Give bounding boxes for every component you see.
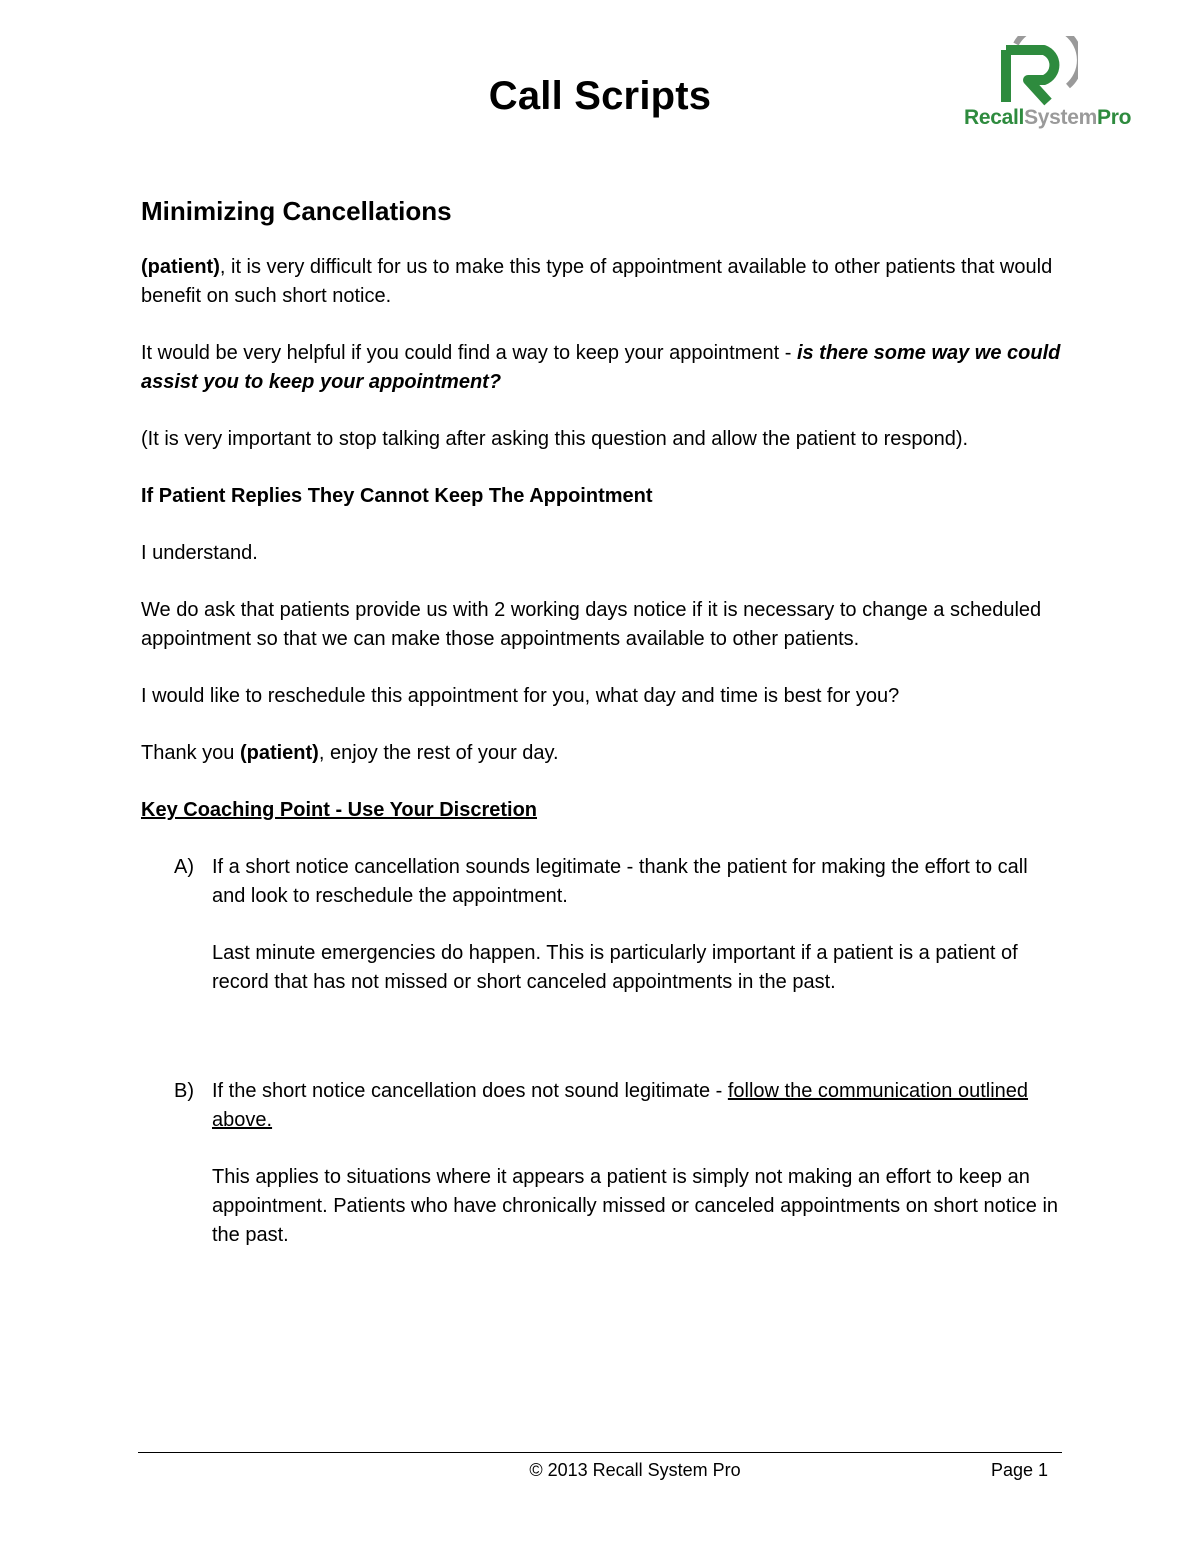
- section-heading: Minimizing Cancellations: [141, 196, 452, 226]
- list-item-b: [141, 1077, 1061, 1250]
- paragraph-2-text: It would be very helpful if you could find a way to keep your appointment -: [141, 342, 797, 364]
- paragraph-1: [141, 253, 1061, 311]
- paragraph-7-pre: Thank you: [141, 742, 240, 764]
- paragraph-2-question: is there some way we could assist you to keep your appointment?: [141, 342, 1061, 393]
- logo-recall: Recall: [964, 106, 1025, 129]
- list-marker-b: B): [174, 1080, 194, 1102]
- paragraph-6: I would like to reschedule this appointment for you, what day and time is best for you?: [141, 685, 900, 707]
- coaching-heading: Key Coaching Point - Use Your Discretion: [141, 799, 537, 821]
- paragraph-2: [141, 339, 1061, 397]
- paragraph-7: [141, 739, 1061, 768]
- r-logo-icon: [998, 36, 1078, 106]
- list-item-a: [141, 853, 1061, 997]
- list-item-a-line1: If a short notice cancellation sounds legitimate - thank the patient for making the effort to call and look to reschedule the appointment.: [212, 856, 1028, 907]
- list-item-a-line2: Last minute emergencies do happen. This is particularly important if a patient is a patient of record that has not missed or short canceled appointments in the past.: [212, 942, 1018, 993]
- list-marker-a: A): [174, 856, 194, 878]
- logo-system: System: [1024, 106, 1097, 129]
- footer-divider: [138, 1452, 1062, 1453]
- subheading: If Patient Replies They Cannot Keep The Appointment: [141, 485, 653, 507]
- paragraph-1-text: , it is very difficult for us to make this type of appointment available to other patients that would benefit on such short notice.: [141, 256, 1053, 307]
- patient-placeholder-2: (patient): [239, 742, 319, 764]
- list-item-b-line1: [212, 1077, 1061, 1135]
- page-title: Call Scripts: [488, 74, 712, 118]
- document-body: [141, 196, 1061, 1278]
- recall-system-pro-logo: [958, 36, 1132, 132]
- paragraph-5: We do ask that patients provide us with 2 working days notice if it is necessary to change a scheduled appointment so that we can make those appointments available to other patients.: [141, 599, 1042, 650]
- footer-page-number: Page 1: [990, 1460, 1048, 1480]
- list-item-b-link-text: follow the communication outlined above.: [212, 1080, 1029, 1131]
- paragraph-4: I understand.: [141, 542, 258, 564]
- footer-copyright: © 2013 Recall System Pro: [529, 1460, 741, 1480]
- paragraph-7-post: , enjoy the rest of your day.: [318, 742, 559, 764]
- patient-placeholder: (patient): [141, 256, 220, 278]
- list-item-b-line2: This applies to situations where it appears a patient is simply not making an effort to keep an appointment. Patients who have chronically missed or canceled appointments on short notice in the past.: [212, 1166, 1059, 1246]
- logo-wordmark: [964, 106, 1131, 130]
- logo-pro: Pro: [1097, 106, 1132, 129]
- paragraph-3: (It is very important to stop talking after asking this question and allow the patient to respond).: [141, 428, 969, 450]
- list-item-b-line1-text: If the short notice cancellation does not sound legitimate -: [212, 1080, 728, 1102]
